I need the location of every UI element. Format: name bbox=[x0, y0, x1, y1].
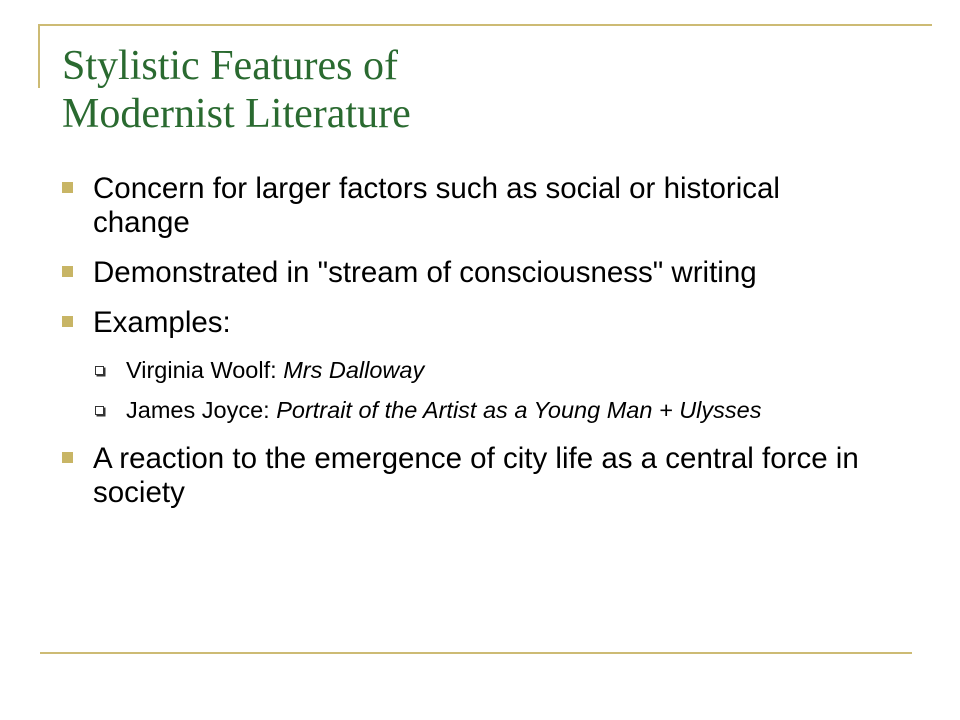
bottom-rule bbox=[40, 652, 912, 654]
bullet-text: A reaction to the emergence of city life as a central force in society bbox=[93, 442, 859, 509]
top-rule bbox=[38, 24, 932, 26]
sub-bullet-item bbox=[95, 356, 882, 384]
sub-bullet-item bbox=[95, 396, 882, 424]
title-line-1: Stylistic Features of bbox=[62, 43, 398, 89]
square-bullet-icon bbox=[62, 316, 73, 327]
bullet-text: Examples: bbox=[93, 306, 231, 339]
example-work: Portrait of the Artist as a Young Man + Ulysses bbox=[276, 397, 762, 423]
hollow-square-bullet-icon bbox=[95, 366, 104, 375]
slide-title bbox=[62, 42, 411, 138]
example-author: Virginia Woolf: bbox=[126, 357, 284, 383]
bullet-item bbox=[62, 172, 882, 240]
example-author: James Joyce: bbox=[126, 397, 277, 423]
title-line-2: Modernist Literature bbox=[62, 91, 411, 137]
square-bullet-icon bbox=[62, 452, 73, 463]
left-rule bbox=[38, 24, 40, 88]
hollow-square-bullet-icon bbox=[95, 406, 104, 415]
bullet-item bbox=[62, 442, 882, 510]
bullet-text: Demonstrated in "stream of consciousness" writing bbox=[93, 256, 757, 289]
bullet-list bbox=[62, 172, 882, 526]
example-work: Mrs Dalloway bbox=[283, 357, 425, 383]
square-bullet-icon bbox=[62, 182, 73, 193]
bullet-item bbox=[62, 306, 882, 340]
bullet-text: Concern for larger factors such as social or historical change bbox=[93, 172, 780, 239]
bullet-item bbox=[62, 256, 882, 290]
square-bullet-icon bbox=[62, 266, 73, 277]
